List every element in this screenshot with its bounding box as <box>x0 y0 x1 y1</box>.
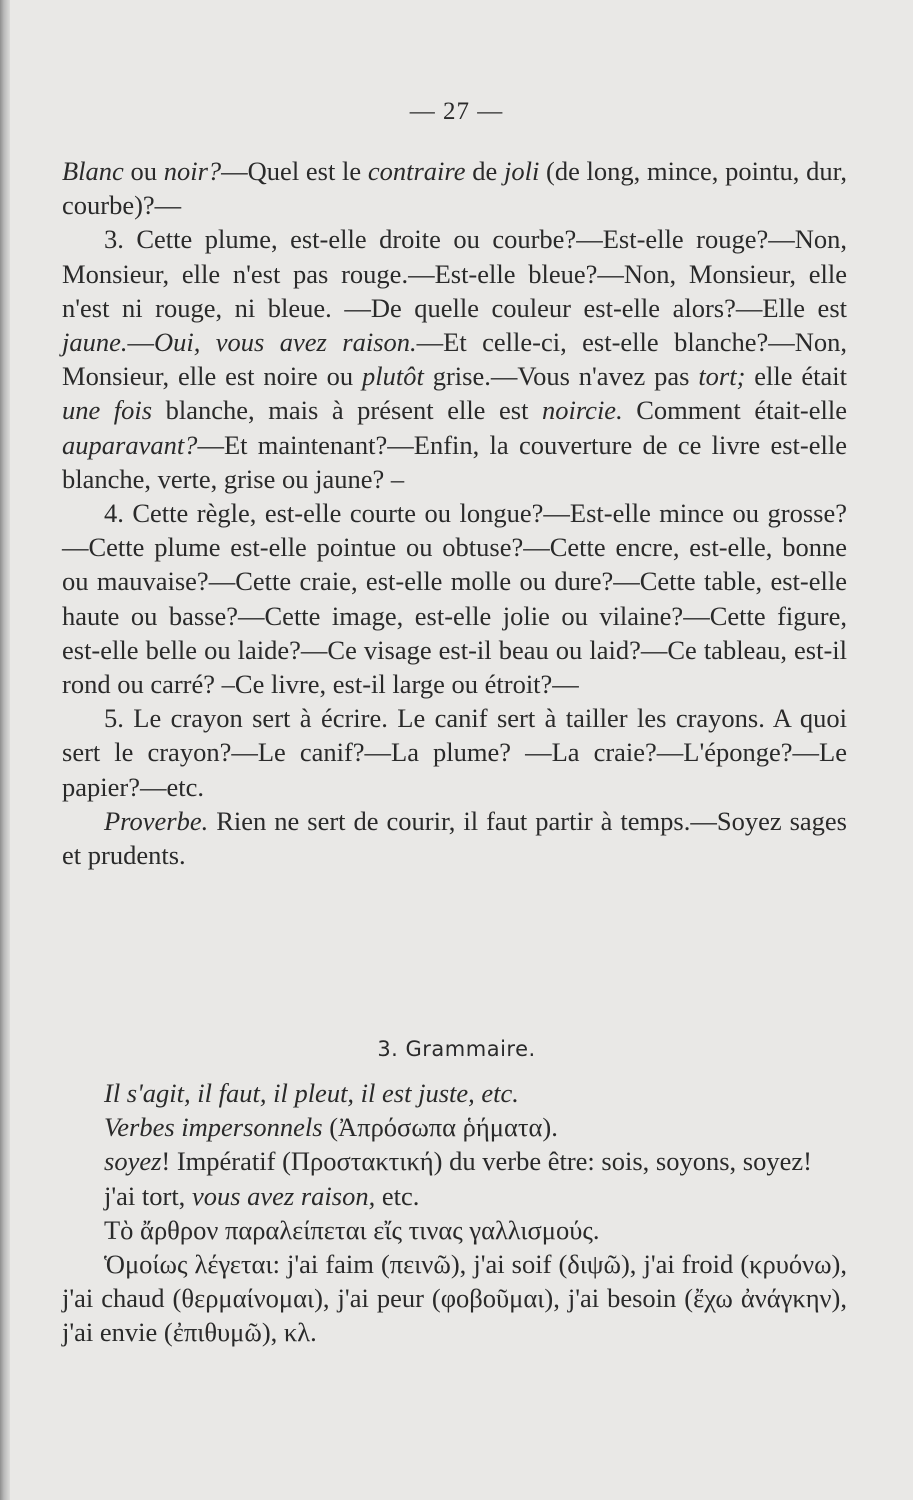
text-span: Ὁμοίως λέγεται: j'ai faim (πεινῶ), j'ai soif (διψῶ), j'ai froid (κρυόνω), j'ai chaud (θερμαίνομαι), j'ai peur (φοβοῦμαι), j'ai besoin (ἔχω ἀνάγκην), j'ai envie (ἐπιθυμῶ), κλ. <box>62 1249 847 1348</box>
text-span: noir? <box>163 156 222 186</box>
text-span: 4. Cette règle, est-elle courte ou longue?—Est-elle mince ou grosse?—Cette plume est-elle pointue ou obtuse?—Cette encre, est-elle, bonne ou mauvaise?—Cette craie, est-elle molle ou dure?—Cette table, est-elle haute ou basse?—Cette image, est-elle jolie ou vilaine?—Cette figure, est-elle belle ou laide?—Ce visage est-il beau ou laid?—Ce tableau, est-il rond ou carré? –Ce livre, est-il large ou étroit?— <box>62 498 847 700</box>
text-span: une fois <box>62 395 153 426</box>
text-span: etc. <box>375 1180 420 1211</box>
text-span: (Ἀπρόσωπα ῥήματα). <box>322 1112 558 1143</box>
text-span: blanche, mais à présent elle est <box>152 395 542 426</box>
section-heading-grammaire: 3. Grammaire. <box>377 1037 536 1061</box>
exercise-text <box>62 154 847 872</box>
text-span: grise.—Vous n'avez pas <box>423 361 699 392</box>
text-span: Proverbe. <box>104 805 209 836</box>
text-span: 5. Le crayon sert à écrire. Le canif sert à tailler les crayons. A quoi sert le crayon?—Le canif?—La plume? —La craie?—L'éponge?—Le papier?—etc. <box>62 703 847 802</box>
text-span: elle était <box>745 361 847 392</box>
text-span: tort; <box>698 361 746 392</box>
text-span: — <box>127 327 154 358</box>
text-span: (de long, mince, pointu, dur, courbe)?— <box>62 156 848 221</box>
page-number: — 27 — <box>409 98 504 125</box>
text-span: —Et celle-ci, est-elle blanche?—Non, Monsieur, elle est noire ou <box>62 327 847 392</box>
grammar-line-soyez <box>62 1144 847 1178</box>
text-span: soyez <box>104 1146 162 1177</box>
text-span: joli <box>503 156 540 186</box>
grammar-line-omoios <box>62 1247 847 1350</box>
text-span: de <box>465 156 504 186</box>
grammar-text <box>62 1076 847 1350</box>
page-edge-shadow <box>0 0 10 1500</box>
text-span: Blanc <box>62 156 124 186</box>
text-span: jaune. <box>62 327 128 358</box>
text-span: Il s'agit, il faut, il pleut, il est juste, etc. <box>104 1078 519 1108</box>
grammar-line-verbes-impersonnels <box>62 1110 847 1144</box>
paragraph-colors-contraire <box>62 154 847 222</box>
text-span: Verbes impersonnels <box>104 1112 323 1143</box>
text-span: —Quel est le <box>221 156 368 186</box>
text-span: contraire <box>367 156 466 186</box>
paragraph-proverbe <box>62 804 847 872</box>
text-span: vous avez raison, <box>191 1180 376 1211</box>
paragraph-exercise-4 <box>62 496 847 701</box>
grammar-line-avoir-tort <box>62 1179 847 1213</box>
grammar-line-impersonal-examples <box>62 1076 847 1110</box>
text-span: auparavant? <box>62 429 198 460</box>
text-span: noircie. <box>541 395 623 426</box>
text-span: plutôt <box>362 361 424 392</box>
text-span: Rien ne sert de courir, il faut partir à temps.—Soyez sages et prudents. <box>62 805 847 871</box>
text-span: Comment était-elle <box>622 395 848 426</box>
text-span: Τὸ ἄρθρον παραλείπεται εἴς τινας γαλλισμούς. <box>104 1214 600 1245</box>
text-span: ! Impératif (Προστακτική) du verbe être: sois, soyons, soyez! <box>161 1146 812 1177</box>
text-span: Oui, vous avez raison. <box>154 327 417 358</box>
text-span: ou <box>123 156 164 186</box>
paragraph-exercise-3 <box>62 222 847 496</box>
text-span: —Et maintenant?—Enfin, la couverture de ce livre est-elle blanche, verte, grise ou jaune? – <box>62 429 847 494</box>
paragraph-exercise-5 <box>62 701 847 804</box>
text-span: 3. Cette plume, est-elle droite ou courbe?—Est-elle rouge?—Non, Monsieur, elle n'est pas rouge.—Est-elle bleue?—Non, Monsieur, elle n'est ni rouge, ni bleue. —De quelle couleur est-elle alors?—Elle est <box>62 224 847 323</box>
text-span: j'ai tort, <box>104 1180 192 1211</box>
grammar-line-arthron <box>62 1213 847 1247</box>
